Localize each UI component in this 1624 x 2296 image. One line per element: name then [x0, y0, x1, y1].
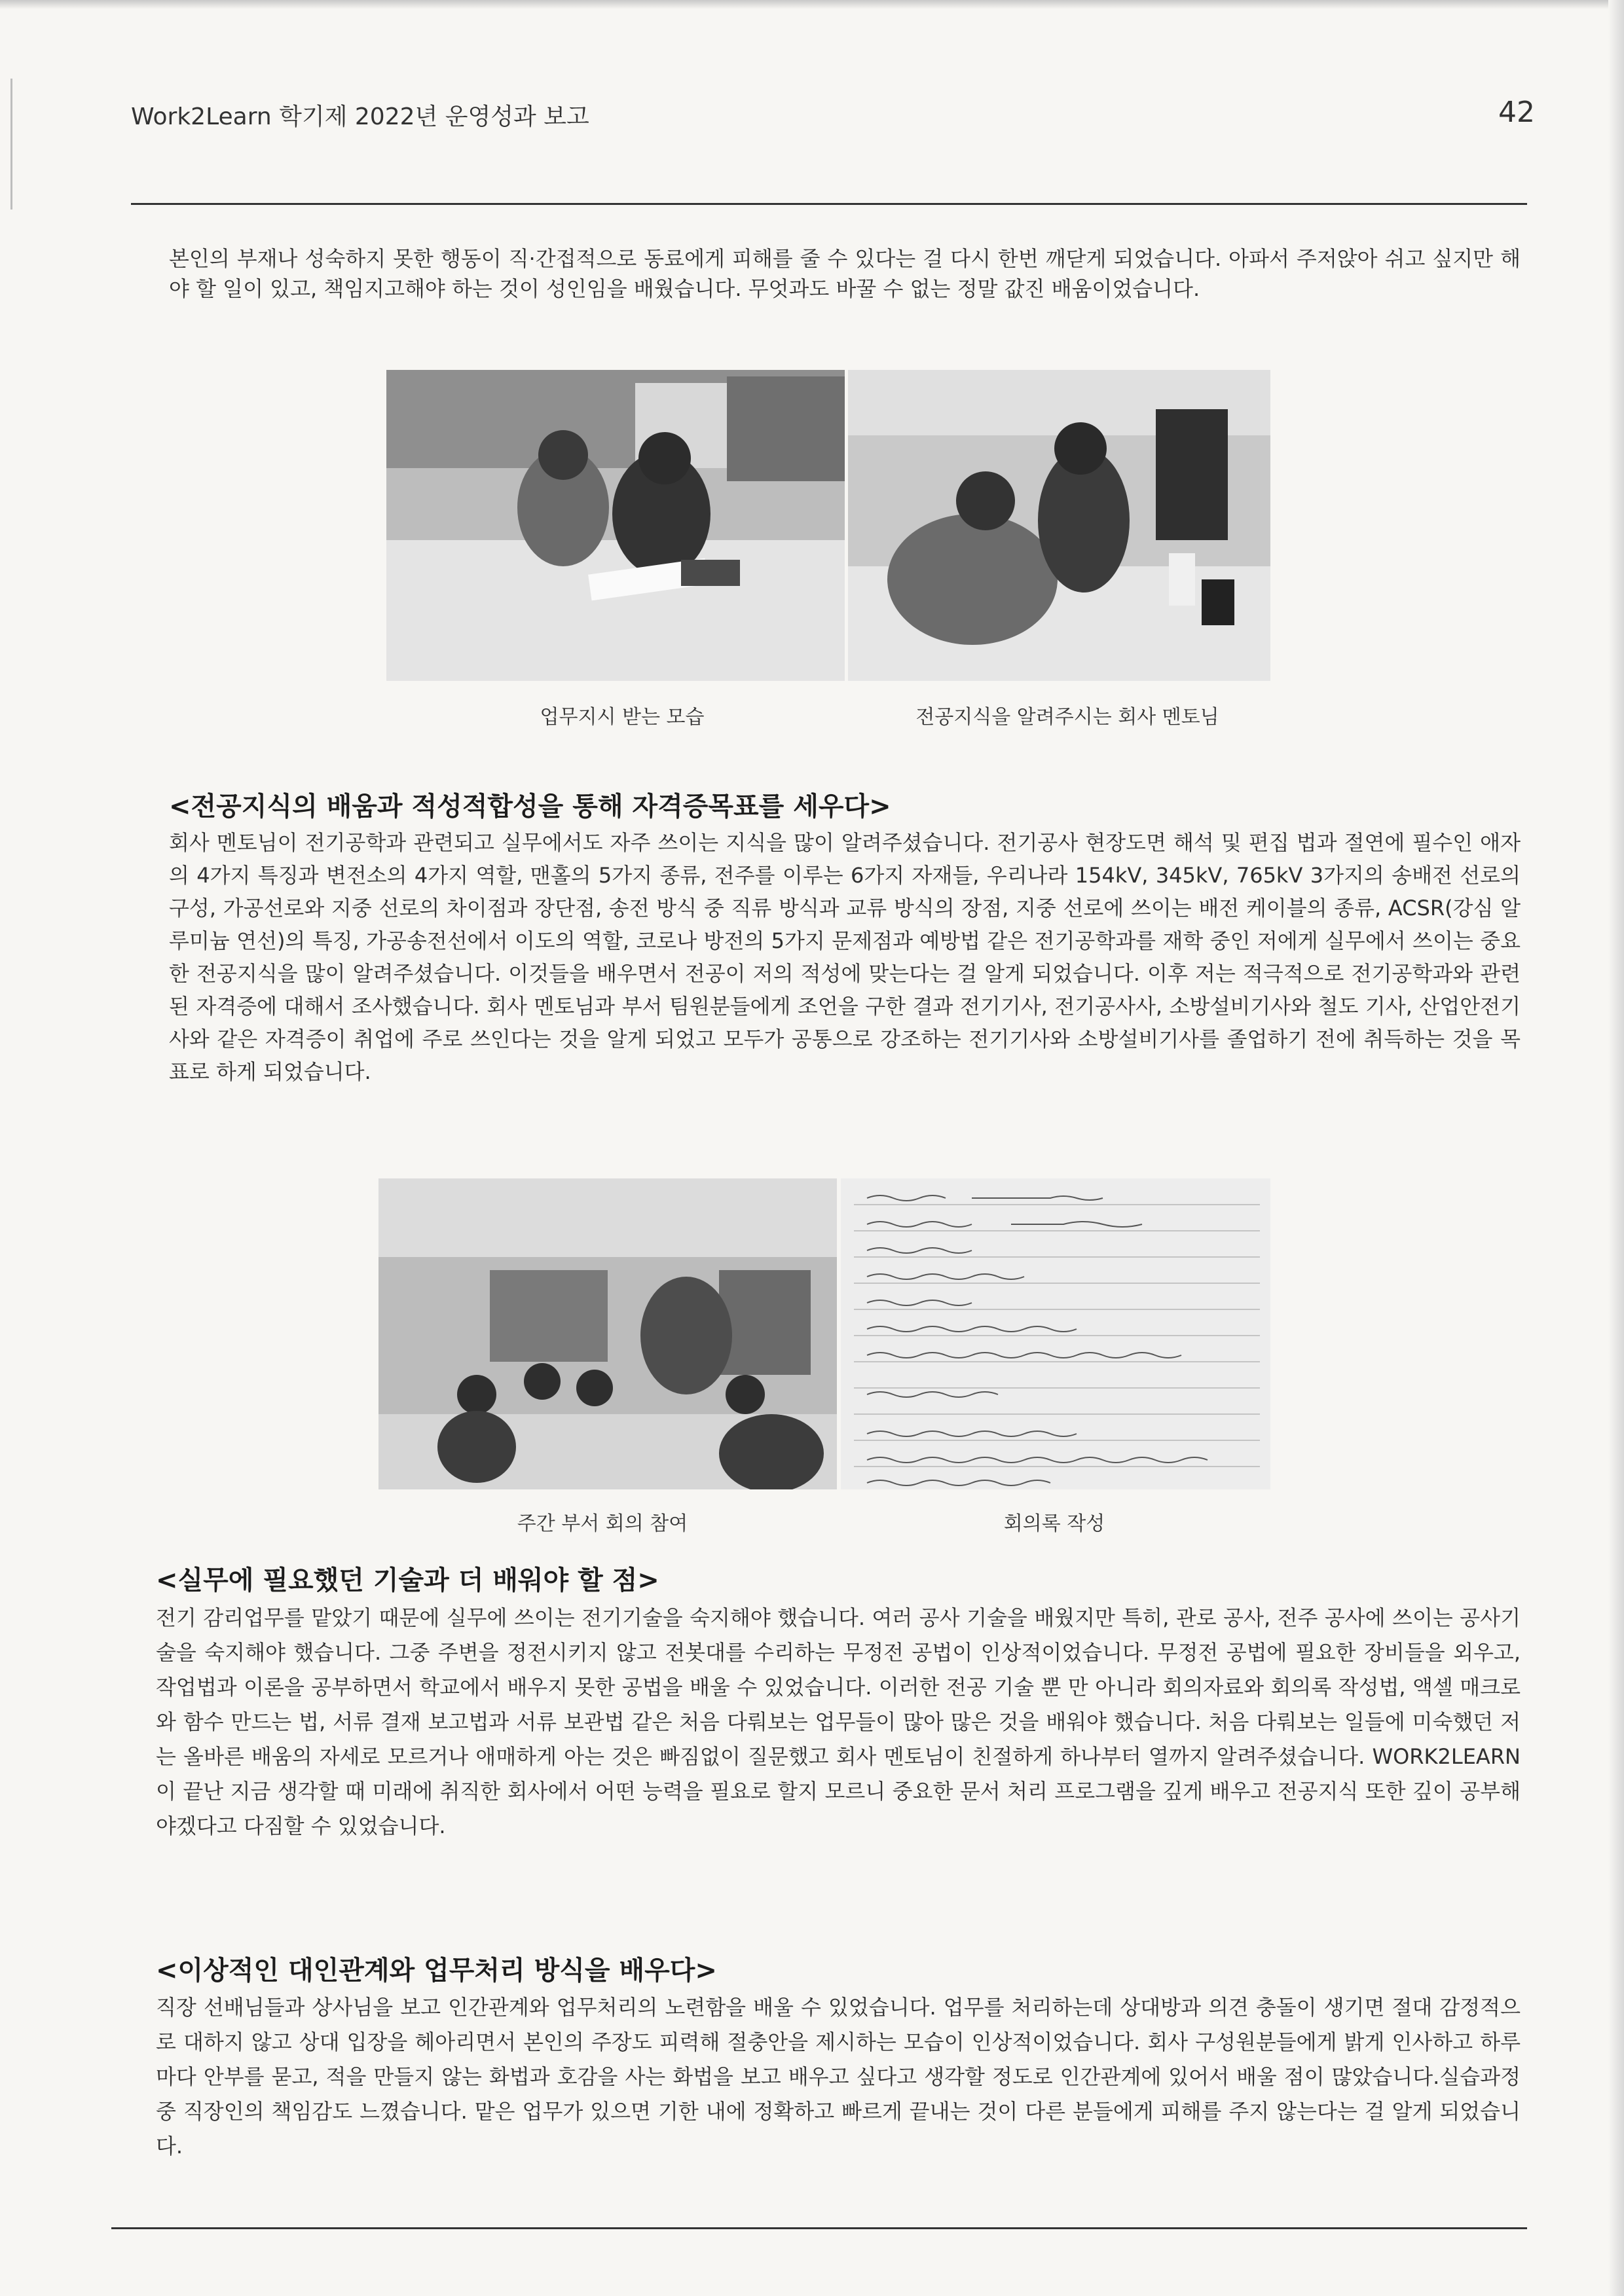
header-divider [131, 203, 1527, 205]
section-heading: <전공지식의 배움과 적성적합성을 통해 자격증목표를 세우다> [169, 792, 891, 822]
section-body: 전기 감리업무를 맡았기 때문에 실무에 쓰이는 전기기술을 숙지해야 했습니다. 여러 공사 기술을 배웠지만 특히, 관로 공사, 전주 공사에 쓰이는 공사기술을 숙지해야 했습니다. 그중 주변을 정전시키지 않고 전봇대를 수리하는 무정전 공법이 인상적이었습니다. 무정전 공법에 필요한 장비들을 외우고, 작업법과 이론을 공부하면서 학교에서 배우지 못한 공법을 배울 수 있었습니다. 이러한 전공 기술 뿐 만 아니라 회의자료와 회의록 작성법, 액셀 매크로와 함수 만드는 법, 서류 결재 보고법과 서류 보관법 같은 처음 다뤄보는 업무들이 많아 많은 것을 배워야 했습니다. 처음 다뤄보는 일들에 미숙했던 저는 올바른 배움의 자세로 모르거나 애매하게 아는 것은 빠짐없이 질문했고 회사 멘토님이 친절하게 하나부터 열까지 알려주셨습니다. WORK2LEARN이 끝난 지금 생각할 때 미래에 취직한 회사에서 어떤 능력을 필요로 할지 모르니 중요한 문서 처리 프로그램을 깊게 배우고 전공지식 또한 깊이 공부해야겠다고 다짐할 수 있었습니다. [156, 1605, 1521, 1838]
photo-caption: 업무지시 받는 모습 [540, 706, 705, 729]
photo-receiving-instructions [386, 370, 845, 681]
scan-edge-mark [10, 79, 12, 210]
footer-divider [111, 2227, 1527, 2229]
photo-caption: 회의록 작성 [1003, 1512, 1105, 1535]
photo-weekly-meeting [378, 1178, 837, 1489]
section-body: 직장 선배님들과 상사님을 보고 인간관계와 업무처리의 노련함을 배울 수 있었습니다. 업무를 처리하는데 상대방과 의견 충돌이 생기면 절대 감정적으로 대하지 않고 상대 입장을 헤아리면서 본인의 주장도 피력해 절충안을 제시하는 모습이 인상적이었습니다. 회사 구성원분들에게 밝게 인사하고 하루마다 안부를 묻고, 적을 만들지 않는 화법과 호감을 사는 화법을 보고 배우고 싶다고 생각할 정도로 인간관계에 있어서 배울 점이 많았습니다.실습과정 중 직장인의 책임감도 느꼈습니다. 맡은 업무가 있으면 기한 내에 정확하고 빠르게 끝내는 것이 다른 분들에게 피해를 주지 않는다는 걸 알게 되었습니다. [156, 1995, 1521, 2159]
photo-caption: 주간 부서 회의 참여 [517, 1512, 688, 1535]
section-body: 회사 멘토님이 전기공학과 관련되고 실무에서도 자주 쓰이는 지식을 많이 알려주셨습니다. 전기공사 현장도면 해석 및 편집 법과 절연에 필수인 애자의 4가지 특징과 변전소의 4가지 역할, 맨홀의 5가지 종류, 전주를 이루는 6가지 자재들, 우리나라 154kV, 345kV, 765kV 3가지의 송배전 선로의 구성, 가공선로와 지중 선로의 차이점과 장단점, 송전 방식 중 직류 방식과 교류 방식의 장점, 지중 선로에 쓰이는 배전 케이블의 종류, ACSR(강심 알루미늄 연선)의 특징, 가공송전선에서 이도의 역할, 코로나 방전의 5가지 문제점과 예방법 같은 전기공학과를 재학 중인 저에게 실무에서 쓰이는 중요한 전공지식을 많이 알려주셨습니다. 이것들을 배우면서 전공이 저의 적성에 맞는다는 걸 알게 되었습니다. 이후 저는 적극적으로 전기공학과와 관련된 자격증에 대해서 조사했습니다. 회사 멘토님과 부서 팀원분들에게 조언을 구한 결과 전기기사, 전기공사사, 소방설비기사와 철도 기사, 산업안전기사와 같은 자격증이 취업에 주로 쓰인다는 것을 알게 되었고 모두가 공통으로 강조하는 전기기사와 소방설비기사를 졸업하기 전에 취득하는 것을 목표로 하게 되었습니다. [169, 830, 1521, 1084]
scan-top-border [0, 0, 1624, 9]
intro-paragraph: 본인의 부재나 성숙하지 못한 행동이 직·간접적으로 동료에게 피해를 줄 수 있다는 걸 다시 한번 깨닫게 되었습니다. 아파서 주저앉아 쉬고 싶지만 해야 할 일이 있고, 책임지고해야 하는 것이 성인임을 배웠습니다. 무엇과도 바꿀 수 없는 정말 값진 배움이었습니다. [169, 246, 1521, 301]
scan-edge-shadow [1608, 0, 1624, 2296]
photo-meeting-minutes [841, 1178, 1270, 1489]
photo-caption: 전공지식을 알려주시는 회사 멘토님 [915, 706, 1219, 729]
page-number: 42 [1498, 96, 1535, 129]
running-header-title: Work2Learn 학기제 2022년 운영성과 보고 [131, 103, 589, 130]
photo-mentor-explaining [848, 370, 1270, 681]
section-heading: <실무에 필요했던 기술과 더 배워야 할 점> [156, 1565, 659, 1595]
section-heading: <이상적인 대인관계와 업무처리 방식을 배우다> [156, 1956, 717, 1986]
